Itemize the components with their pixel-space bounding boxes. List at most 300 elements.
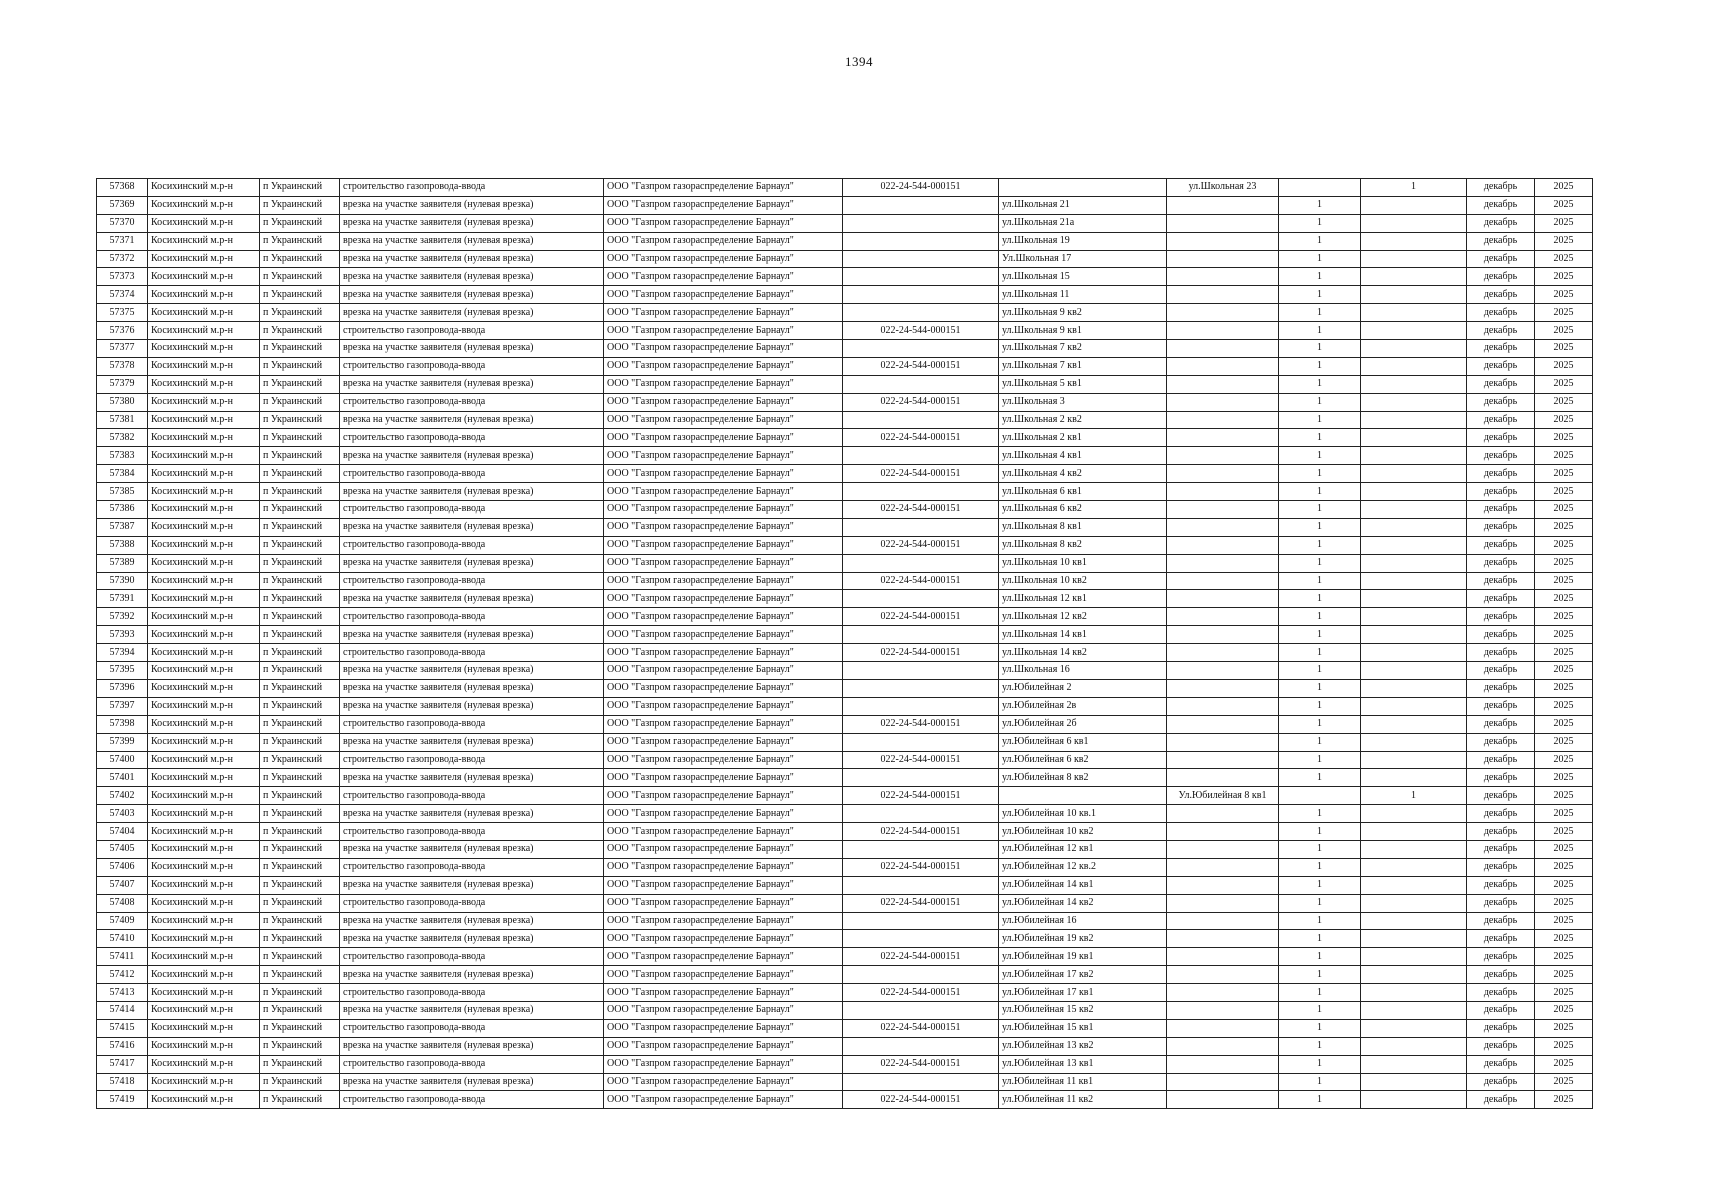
table-row [97,554,1593,572]
cell-month: декабрь [1467,1055,1535,1073]
cell-quantity: 1 [1279,232,1361,250]
cell-organization: ООО "Газпром газораспределение Барнаул" [604,679,843,697]
cell-organization: ООО "Газпром газораспределение Барнаул" [604,483,843,501]
cell-quantity [1279,179,1361,197]
cell-quantity-alt [1361,769,1467,787]
cell-registry-code [843,679,999,697]
cell-quantity: 1 [1279,733,1361,751]
cell-district: Косихинский м.р-н [148,876,260,894]
cell-quantity-alt [1361,948,1467,966]
cell-month: декабрь [1467,1073,1535,1091]
cell-record-number: 57417 [97,1055,148,1073]
cell-district: Косихинский м.р-н [148,518,260,536]
cell-work-type: строительство газопровода-ввода [340,787,604,805]
cell-address-alt [1167,322,1279,340]
cell-month: декабрь [1467,572,1535,590]
cell-address-alt [1167,483,1279,501]
cell-year: 2025 [1535,1001,1593,1019]
cell-registry-code: 022-24-544-000151 [843,984,999,1002]
cell-organization: ООО "Газпром газораспределение Барнаул" [604,1055,843,1073]
cell-address-alt [1167,411,1279,429]
cell-address-alt [1167,375,1279,393]
cell-quantity-alt [1361,984,1467,1002]
cell-year: 2025 [1535,948,1593,966]
cell-address-alt [1167,1073,1279,1091]
table-row [97,930,1593,948]
cell-organization: ООО "Газпром газораспределение Барнаул" [604,590,843,608]
cell-quantity: 1 [1279,304,1361,322]
cell-settlement: п Украинский [260,679,340,697]
table-row [97,501,1593,519]
cell-month: декабрь [1467,769,1535,787]
table-row [97,1019,1593,1037]
cell-registry-code: 022-24-544-000151 [843,501,999,519]
cell-address-alt [1167,876,1279,894]
cell-address-alt [1167,644,1279,662]
cell-settlement: п Украинский [260,1073,340,1091]
table-row [97,644,1593,662]
cell-quantity: 1 [1279,447,1361,465]
cell-quantity: 1 [1279,536,1361,554]
cell-district: Косихинский м.р-н [148,465,260,483]
cell-registry-code [843,697,999,715]
cell-month: декабрь [1467,536,1535,554]
cell-district: Косихинский м.р-н [148,662,260,680]
cell-year: 2025 [1535,715,1593,733]
cell-registry-code [843,250,999,268]
cell-address-alt [1167,357,1279,375]
cell-district: Косихинский м.р-н [148,1073,260,1091]
cell-work-type: строительство газопровода-ввода [340,858,604,876]
cell-settlement: п Украинский [260,930,340,948]
cell-work-type: врезка на участке заявителя (нулевая врезка) [340,447,604,465]
table-row [97,375,1593,393]
cell-work-type: врезка на участке заявителя (нулевая врезка) [340,232,604,250]
cell-settlement: п Украинский [260,644,340,662]
cell-district: Косихинский м.р-н [148,196,260,214]
table-row [97,1037,1593,1055]
cell-work-type: врезка на участке заявителя (нулевая врезка) [340,930,604,948]
cell-registry-code [843,518,999,536]
cell-district: Косихинский м.р-н [148,948,260,966]
cell-year: 2025 [1535,912,1593,930]
cell-year: 2025 [1535,375,1593,393]
cell-organization: ООО "Газпром газораспределение Барнаул" [604,304,843,322]
cell-record-number: 57368 [97,179,148,197]
cell-address: ул.Юбилейная 12 кв.2 [999,858,1167,876]
cell-record-number: 57377 [97,340,148,358]
cell-registry-code [843,304,999,322]
cell-address: ул.Юбилейная 6 кв2 [999,751,1167,769]
cell-month: декабрь [1467,286,1535,304]
cell-year: 2025 [1535,787,1593,805]
cell-district: Косихинский м.р-н [148,751,260,769]
table-row [97,179,1593,197]
cell-year: 2025 [1535,536,1593,554]
cell-record-number: 57386 [97,501,148,519]
cell-registry-code [843,840,999,858]
cell-district: Косихинский м.р-н [148,912,260,930]
cell-organization: ООО "Газпром газораспределение Барнаул" [604,787,843,805]
cell-address: ул.Школьная 12 кв2 [999,608,1167,626]
cell-registry-code: 022-24-544-000151 [843,751,999,769]
cell-registry-code: 022-24-544-000151 [843,322,999,340]
cell-settlement: п Украинский [260,626,340,644]
cell-district: Косихинский м.р-н [148,930,260,948]
cell-record-number: 57416 [97,1037,148,1055]
cell-address: ул.Школьная 7 кв1 [999,357,1167,375]
cell-organization: ООО "Газпром газораспределение Барнаул" [604,429,843,447]
cell-district: Косихинский м.р-н [148,357,260,375]
cell-address: ул.Школьная 2 кв2 [999,411,1167,429]
cell-record-number: 57372 [97,250,148,268]
cell-quantity: 1 [1279,626,1361,644]
cell-work-type: строительство газопровода-ввода [340,357,604,375]
table-row [97,805,1593,823]
cell-year: 2025 [1535,393,1593,411]
cell-organization: ООО "Газпром газораспределение Барнаул" [604,465,843,483]
table-row [97,608,1593,626]
table-row [97,662,1593,680]
cell-address-alt [1167,250,1279,268]
cell-registry-code [843,912,999,930]
table-row [97,966,1593,984]
cell-month: декабрь [1467,179,1535,197]
cell-settlement: п Украинский [260,322,340,340]
cell-address: ул.Юбилейная 2в [999,697,1167,715]
cell-work-type: врезка на участке заявителя (нулевая врезка) [340,1073,604,1091]
cell-settlement: п Украинский [260,787,340,805]
cell-month: декабрь [1467,1037,1535,1055]
cell-settlement: п Украинский [260,769,340,787]
cell-organization: ООО "Газпром газораспределение Барнаул" [604,823,843,841]
cell-district: Косихинский м.р-н [148,286,260,304]
cell-record-number: 57397 [97,697,148,715]
cell-month: декабрь [1467,483,1535,501]
cell-quantity: 1 [1279,465,1361,483]
cell-registry-code [843,411,999,429]
cell-district: Косихинский м.р-н [148,411,260,429]
cell-record-number: 57373 [97,268,148,286]
cell-quantity-alt [1361,679,1467,697]
cell-settlement: п Украинский [260,858,340,876]
cell-month: декабрь [1467,912,1535,930]
cell-address-alt [1167,912,1279,930]
cell-address: ул.Юбилейная 15 кв1 [999,1019,1167,1037]
cell-record-number: 57399 [97,733,148,751]
cell-address-alt [1167,948,1279,966]
cell-district: Косихинский м.р-н [148,1037,260,1055]
cell-district: Косихинский м.р-н [148,787,260,805]
cell-organization: ООО "Газпром газораспределение Барнаул" [604,375,843,393]
cell-quantity: 1 [1279,930,1361,948]
cell-quantity: 1 [1279,214,1361,232]
cell-district: Косихинский м.р-н [148,250,260,268]
cell-work-type: строительство газопровода-ввода [340,715,604,733]
cell-address-alt [1167,447,1279,465]
cell-work-type: врезка на участке заявителя (нулевая врезка) [340,805,604,823]
cell-address-alt [1167,268,1279,286]
cell-record-number: 57418 [97,1073,148,1091]
cell-year: 2025 [1535,679,1593,697]
cell-year: 2025 [1535,858,1593,876]
cell-address-alt [1167,429,1279,447]
cell-settlement: п Украинский [260,214,340,232]
cell-record-number: 57409 [97,912,148,930]
cell-district: Косихинский м.р-н [148,536,260,554]
cell-registry-code: 022-24-544-000151 [843,572,999,590]
cell-work-type: врезка на участке заявителя (нулевая врезка) [340,340,604,358]
cell-address: ул.Юбилейная 13 кв2 [999,1037,1167,1055]
cell-record-number: 57414 [97,1001,148,1019]
cell-quantity: 1 [1279,340,1361,358]
cell-year: 2025 [1535,465,1593,483]
cell-address: ул.Школьная 19 [999,232,1167,250]
cell-organization: ООО "Газпром газораспределение Барнаул" [604,805,843,823]
cell-quantity: 1 [1279,572,1361,590]
cell-settlement: п Украинский [260,465,340,483]
cell-quantity-alt [1361,1037,1467,1055]
cell-work-type: строительство газопровода-ввода [340,429,604,447]
cell-address: ул.Школьная 8 кв1 [999,518,1167,536]
cell-month: декабрь [1467,751,1535,769]
cell-address: ул.Школьная 10 кв1 [999,554,1167,572]
cell-month: декабрь [1467,393,1535,411]
cell-quantity-alt [1361,894,1467,912]
cell-settlement: п Украинский [260,357,340,375]
cell-year: 2025 [1535,823,1593,841]
cell-month: декабрь [1467,447,1535,465]
table-row [97,429,1593,447]
cell-quantity-alt [1361,501,1467,519]
cell-settlement: п Украинский [260,447,340,465]
cell-quantity: 1 [1279,429,1361,447]
cell-registry-code [843,966,999,984]
cell-month: декабрь [1467,679,1535,697]
cell-address: ул.Юбилейная 12 кв1 [999,840,1167,858]
cell-work-type: врезка на участке заявителя (нулевая врезка) [340,876,604,894]
cell-quantity-alt [1361,823,1467,841]
cell-work-type: строительство газопровода-ввода [340,1091,604,1109]
cell-district: Косихинский м.р-н [148,268,260,286]
cell-quantity-alt [1361,357,1467,375]
cell-district: Косихинский м.р-н [148,447,260,465]
cell-address: ул.Школьная 7 кв2 [999,340,1167,358]
cell-work-type: врезка на участке заявителя (нулевая врезка) [340,250,604,268]
cell-district: Косихинский м.р-н [148,805,260,823]
cell-settlement: п Украинский [260,286,340,304]
cell-address-alt [1167,304,1279,322]
cell-quantity: 1 [1279,608,1361,626]
cell-record-number: 57376 [97,322,148,340]
cell-address-alt [1167,751,1279,769]
cell-month: декабрь [1467,626,1535,644]
cell-quantity: 1 [1279,250,1361,268]
cell-registry-code [843,876,999,894]
cell-district: Косихинский м.р-н [148,984,260,1002]
cell-organization: ООО "Газпром газораспределение Барнаул" [604,268,843,286]
cell-quantity-alt [1361,572,1467,590]
cell-quantity: 1 [1279,268,1361,286]
cell-registry-code [843,1073,999,1091]
cell-district: Косихинский м.р-н [148,590,260,608]
cell-organization: ООО "Газпром газораспределение Барнаул" [604,769,843,787]
cell-month: декабрь [1467,858,1535,876]
cell-address-alt: ул.Школьная 23 [1167,179,1279,197]
cell-quantity: 1 [1279,393,1361,411]
cell-organization: ООО "Газпром газораспределение Барнаул" [604,572,843,590]
cell-organization: ООО "Газпром газораспределение Барнаул" [604,447,843,465]
cell-organization: ООО "Газпром газораспределение Барнаул" [604,751,843,769]
cell-year: 2025 [1535,662,1593,680]
cell-address: ул.Школьная 14 кв2 [999,644,1167,662]
cell-address-alt [1167,340,1279,358]
cell-address-alt [1167,554,1279,572]
cell-month: декабрь [1467,823,1535,841]
cell-quantity: 1 [1279,966,1361,984]
cell-quantity-alt [1361,644,1467,662]
cell-quantity: 1 [1279,286,1361,304]
cell-registry-code: 022-24-544-000151 [843,787,999,805]
cell-month: декабрь [1467,322,1535,340]
cell-address-alt [1167,662,1279,680]
cell-organization: ООО "Газпром газораспределение Барнаул" [604,858,843,876]
cell-record-number: 57379 [97,375,148,393]
cell-registry-code [843,375,999,393]
table-row [97,304,1593,322]
cell-year: 2025 [1535,304,1593,322]
cell-organization: ООО "Газпром газораспределение Барнаул" [604,1019,843,1037]
cell-district: Косихинский м.р-н [148,626,260,644]
cell-registry-code [843,268,999,286]
registry-table-body [97,179,1593,1109]
cell-work-type: строительство газопровода-ввода [340,322,604,340]
cell-settlement: п Украинский [260,590,340,608]
cell-settlement: п Украинский [260,733,340,751]
cell-address-alt [1167,769,1279,787]
cell-record-number: 57412 [97,966,148,984]
cell-address: ул.Юбилейная 15 кв2 [999,1001,1167,1019]
cell-record-number: 57371 [97,232,148,250]
cell-quantity-alt [1361,1019,1467,1037]
cell-quantity: 1 [1279,751,1361,769]
cell-registry-code [843,626,999,644]
cell-address-alt [1167,894,1279,912]
cell-settlement: п Украинский [260,715,340,733]
cell-district: Косихинский м.р-н [148,679,260,697]
cell-month: декабрь [1467,966,1535,984]
cell-work-type: врезка на участке заявителя (нулевая врезка) [340,304,604,322]
cell-year: 2025 [1535,608,1593,626]
cell-work-type: строительство газопровода-ввода [340,608,604,626]
cell-month: декабрь [1467,644,1535,662]
cell-year: 2025 [1535,250,1593,268]
cell-address: ул.Школьная 4 кв1 [999,447,1167,465]
cell-quantity: 1 [1279,858,1361,876]
cell-address: ул.Юбилейная 6 кв1 [999,733,1167,751]
cell-quantity-alt [1361,447,1467,465]
cell-record-number: 57410 [97,930,148,948]
table-row [97,697,1593,715]
cell-quantity-alt [1361,697,1467,715]
table-row [97,858,1593,876]
cell-address-alt [1167,1091,1279,1109]
cell-record-number: 57401 [97,769,148,787]
cell-work-type: строительство газопровода-ввода [340,465,604,483]
cell-registry-code [843,733,999,751]
cell-quantity-alt [1361,483,1467,501]
cell-address: ул.Школьная 14 кв1 [999,626,1167,644]
cell-quantity: 1 [1279,518,1361,536]
cell-address-alt [1167,1037,1279,1055]
cell-year: 2025 [1535,501,1593,519]
cell-district: Косихинский м.р-н [148,483,260,501]
cell-quantity-alt [1361,733,1467,751]
cell-district: Косихинский м.р-н [148,554,260,572]
cell-district: Косихинский м.р-н [148,733,260,751]
cell-organization: ООО "Газпром газораспределение Барнаул" [604,1037,843,1055]
cell-address-alt [1167,393,1279,411]
cell-quantity: 1 [1279,679,1361,697]
cell-work-type: строительство газопровода-ввода [340,1019,604,1037]
cell-record-number: 57375 [97,304,148,322]
cell-quantity-alt [1361,322,1467,340]
cell-year: 2025 [1535,930,1593,948]
cell-year: 2025 [1535,1073,1593,1091]
cell-settlement: п Украинский [260,1055,340,1073]
table-row [97,250,1593,268]
cell-record-number: 57388 [97,536,148,554]
cell-year: 2025 [1535,1055,1593,1073]
cell-organization: ООО "Газпром газораспределение Барнаул" [604,930,843,948]
cell-district: Косихинский м.р-н [148,340,260,358]
cell-work-type: врезка на участке заявителя (нулевая врезка) [340,697,604,715]
table-row [97,876,1593,894]
cell-record-number: 57380 [97,393,148,411]
cell-year: 2025 [1535,179,1593,197]
table-row [97,733,1593,751]
cell-record-number: 57385 [97,483,148,501]
cell-work-type: врезка на участке заявителя (нулевая врезка) [340,840,604,858]
cell-work-type: врезка на участке заявителя (нулевая врезка) [340,375,604,393]
cell-district: Косихинский м.р-н [148,1019,260,1037]
cell-address-alt [1167,626,1279,644]
cell-settlement: п Украинский [260,572,340,590]
cell-quantity: 1 [1279,840,1361,858]
cell-record-number: 57405 [97,840,148,858]
cell-month: декабрь [1467,304,1535,322]
cell-address: ул.Юбилейная 19 кв2 [999,930,1167,948]
cell-settlement: п Украинский [260,1001,340,1019]
cell-quantity: 1 [1279,1001,1361,1019]
cell-address-alt [1167,697,1279,715]
cell-address-alt [1167,536,1279,554]
cell-district: Косихинский м.р-н [148,393,260,411]
table-row [97,751,1593,769]
table-row [97,823,1593,841]
cell-quantity-alt [1361,626,1467,644]
table-row [97,912,1593,930]
table-row [97,679,1593,697]
cell-work-type: строительство газопровода-ввода [340,501,604,519]
cell-organization: ООО "Газпром газораспределение Барнаул" [604,250,843,268]
cell-work-type: врезка на участке заявителя (нулевая врезка) [340,1001,604,1019]
table-row [97,322,1593,340]
cell-month: декабрь [1467,590,1535,608]
cell-year: 2025 [1535,751,1593,769]
cell-month: декабрь [1467,250,1535,268]
cell-quantity: 1 [1279,876,1361,894]
